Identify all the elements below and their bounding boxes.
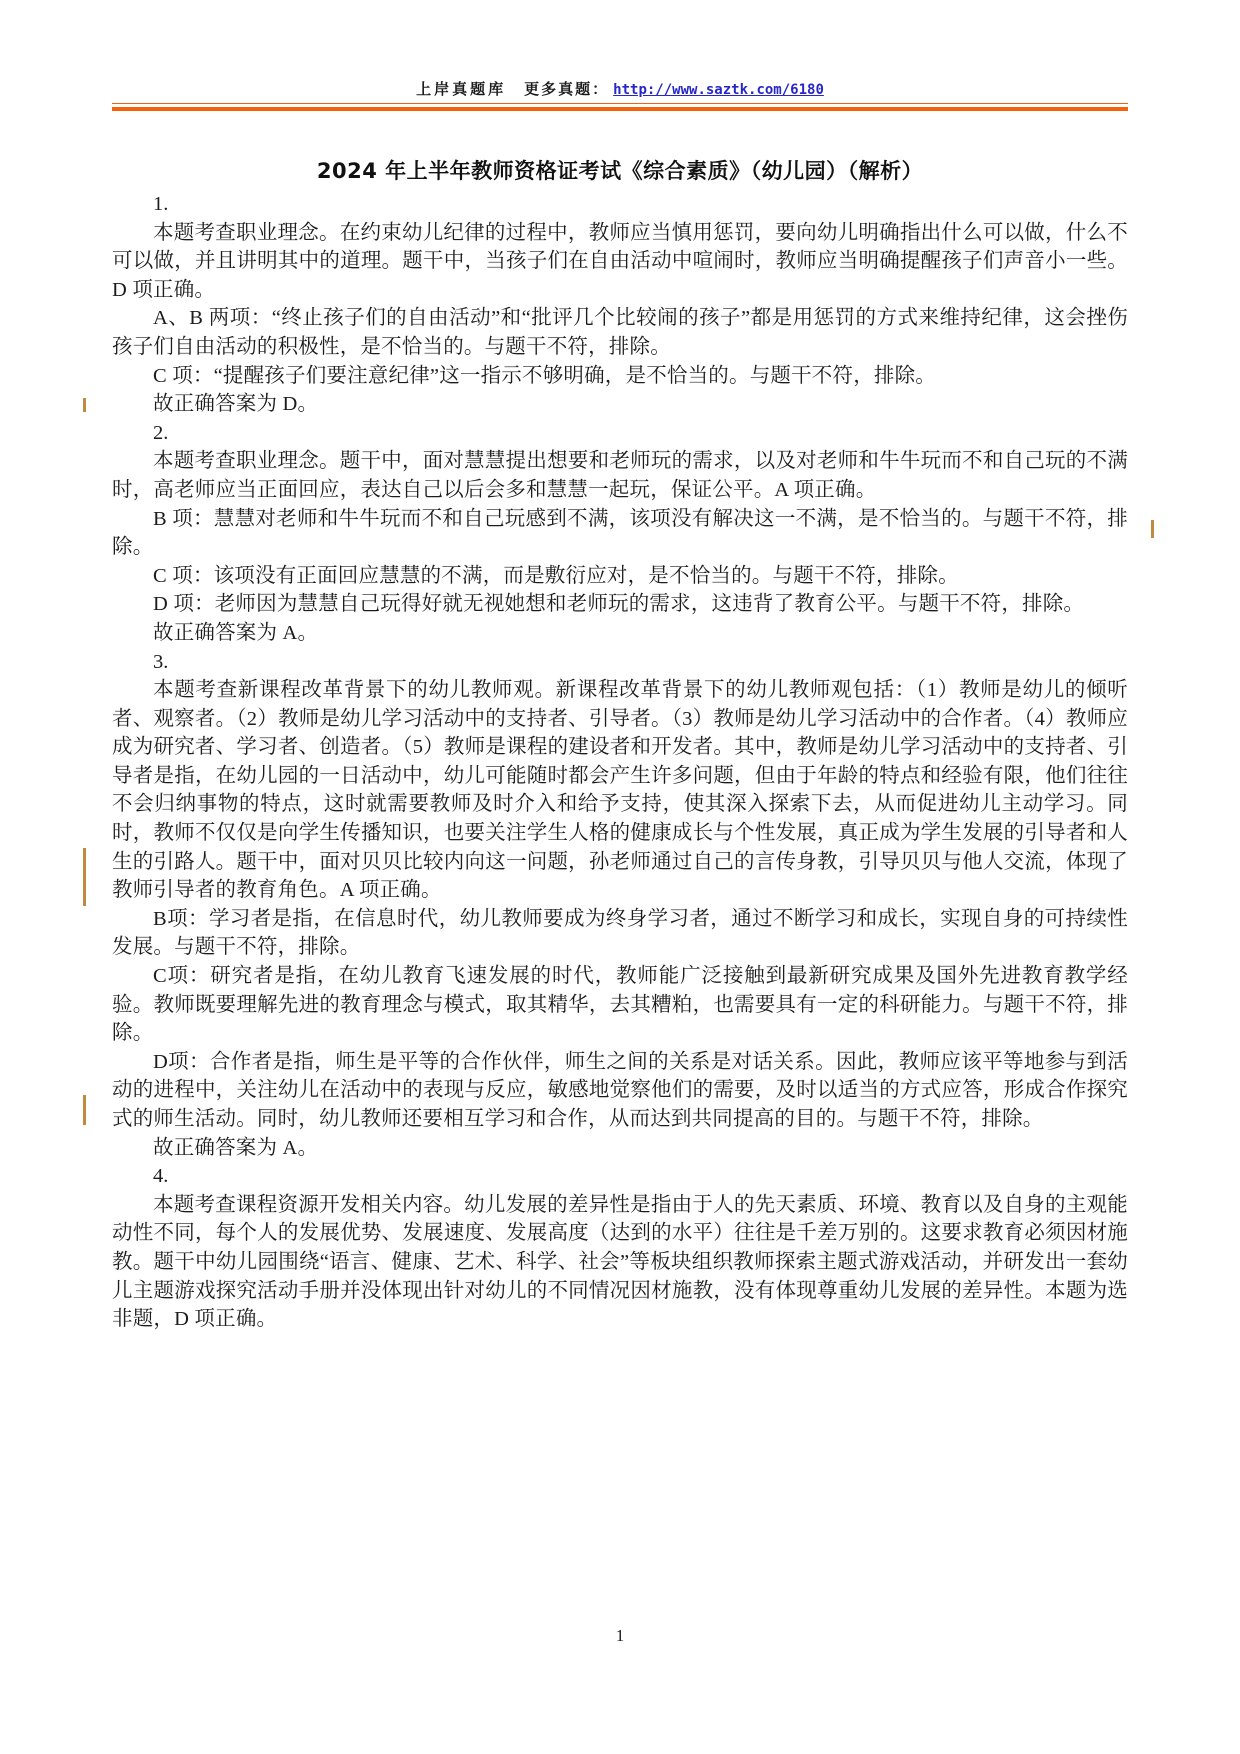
explanation-paragraph: C 项：该项没有正面回应慧慧的不满，而是敷衍应对，是不恰当的。与题干不符，排除。 <box>153 564 959 587</box>
document-body <box>112 190 1128 1334</box>
scan-edge-mark <box>83 398 86 412</box>
final-answer-line: 故正确答案为 D。 <box>153 393 319 416</box>
final-answer-line: 故正确答案为 A。 <box>153 621 319 644</box>
explanation-paragraph: 本题考查职业理念。题干中，面对慧慧提出想要和老师玩的需求，以及对老师和牛牛玩而不和自己玩的不满时，高老师应当正面回应，表达自己以后会多和慧慧一起玩，保证公平。A 项正确。 <box>112 450 1128 501</box>
more-questions-label: 更多真题： <box>524 80 610 98</box>
explanation-paragraph: C项：研究者是指，在幼儿教育飞速发展的时代，教师能广泛接触到最新研究成果及国外先进教育教学经验。教师既要理解先进的教育理念与模式，取其精华，去其糟粕，也需要具有一定的科研能力。与题干不符，排除。 <box>112 965 1128 1045</box>
question-number: 2. <box>153 421 169 444</box>
explanation-paragraph: 本题考查职业理念。在约束幼儿纪律的过程中，教师应当慎用惩罚，要向幼儿明确指出什么可以做，什么不可以做，并且讲明其中的道理。题干中，当孩子们在自由活动中喧闹时，教师应当明确提醒孩子们声音小一些。D 项正确。 <box>112 221 1128 301</box>
scan-edge-mark <box>83 1095 86 1125</box>
answer-section-2 <box>112 419 1128 648</box>
site-url-link[interactable]: http://www.saztk.com/6180 <box>613 82 824 98</box>
answer-section-3 <box>112 648 1128 1163</box>
explanation-paragraph: B 项：慧慧对老师和牛牛玩而不和自己玩感到不满，该项没有解决这一不满，是不恰当的。与题干不符，排除。 <box>112 507 1128 559</box>
explanation-paragraph: D项：合作者是指，师生是平等的合作伙伴，师生之间的关系是对话关系。因此，教师应该平等地参与到活动的进程中，关注幼儿在活动中的表现与反应，敏感地觉察他们的需要，及时以适当的方式应答，形成合作探究式的师生活动。同时，幼儿教师还要相互学习和合作，从而达到共同提高的目的。与题干不符，排除。 <box>112 1050 1128 1130</box>
question-number: 4. <box>153 1165 169 1188</box>
header-rule-thick <box>112 107 1128 111</box>
site-brand-name: 上岸真题库 <box>416 80 507 98</box>
explanation-paragraph: C 项：“提醒孩子们要注意纪律”这一指示不够明确，是不恰当的。与题干不符，排除。 <box>153 364 936 387</box>
answer-section-4 <box>112 1162 1128 1334</box>
question-number: 3. <box>153 650 169 673</box>
header-watermark-line <box>112 78 1128 99</box>
page-header <box>0 0 1240 112</box>
explanation-paragraph: A、B 两项：“终止孩子们的自由活动”和“批评几个比较闹的孩子”都是用惩罚的方式来维持纪律，这会挫伤孩子们自由活动的积极性，是不恰当的。与题干不符，排除。 <box>112 307 1128 358</box>
final-answer-line: 故正确答案为 A。 <box>153 1136 319 1159</box>
answer-section-1 <box>112 190 1128 419</box>
question-number: 1. <box>153 193 169 215</box>
page-title: 2024 年上半年教师资格证考试《综合素质》（幼儿园）（解析） <box>316 159 924 184</box>
explanation-paragraph: B项：学习者是指，在信息时代，幼儿教师要成为终身学习者，通过不断学习和成长，实现自身的可持续性发展。与题干不符，排除。 <box>112 907 1128 959</box>
scan-edge-mark <box>83 848 86 906</box>
header-rule-thin <box>112 103 1128 104</box>
explanation-paragraph: 本题考查课程资源开发相关内容。幼儿发展的差异性是指由于人的先天素质、环境、教育以及自身的主观能动性不同，每个人的发展优势、发展速度、发展高度（达到的水平）往往是千差万别的。这要求教育必须因材施教。题干中幼儿园围绕“语言、健康、艺术、科学、社会”等板块组织教师探索主题式游戏活动，并研发出一套幼儿主题游戏探究活动手册并没体现出针对幼儿的不同情况因材施教，没有体现尊重幼儿发展的差异性。本题为选非题，D 项正确。 <box>112 1193 1128 1331</box>
explanation-paragraph: D 项：老师因为慧慧自己玩得好就无视她想和老师玩的需求，这违背了教育公平。与题干不符，排除。 <box>153 593 1085 616</box>
page-number: 1 <box>615 1626 625 1645</box>
scan-edge-mark <box>1151 520 1154 538</box>
explanation-paragraph: 本题考查新课程改革背景下的幼儿教师观。新课程改革背景下的幼儿教师观包括：（1）教师是幼儿的倾听者、观察者。（2）教师是幼儿学习活动中的支持者、引导者。（3）教师是幼儿学习活动中的合作者。（4）教师应成为研究者、学习者、创造者。（5）教师是课程的建设者和开发者。其中，教师是幼儿学习活动中的支持者、引导者是指，在幼儿园的一日活动中，幼儿可能随时都会产生许多问题，但由于年龄的特点和经验有限，他们往往不会归纳事物的特点，这时就需要教师及时介入和给予支持，使其深入探索下去，从而促进幼儿主动学习。同时，教师不仅仅是向学生传播知识，也要关注学生人格的健康成长与个性发展，真正成为学生发展的引导者和人生的引路人。题干中，面对贝贝比较内向这一问题，孙老师通过自己的言传身教，引导贝贝与他人交流，体现了教师引导者的教育角色。A 项正确。 <box>112 679 1128 902</box>
